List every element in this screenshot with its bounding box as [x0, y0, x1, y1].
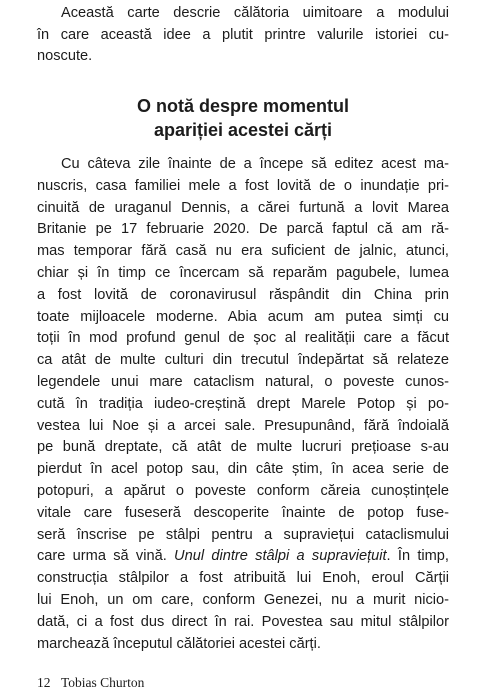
text-line: seră înscrise pe stâlpi pentru a supraviețui cataclismului [37, 526, 449, 543]
page-footer [37, 674, 144, 692]
text-line: cută în tradiția iudeo-creștină drept Marele Potop și po- [37, 395, 449, 412]
text-line: nuscris, casa familiei mele a fost lovită de o inundație pri- [37, 177, 449, 194]
heading-line-1: O notă despre momentul [136, 96, 350, 116]
text-line: ca atât de multe culturi din trecutul îndepărtat să relateze [37, 352, 449, 369]
text-run: care urma să vină. [37, 548, 167, 565]
text-line: noscute. [37, 48, 93, 65]
text-line: pe bună dreptate, că atât de multe lucruri prețioase s-au [37, 439, 449, 456]
section-heading [37, 94, 449, 142]
body-paragraph [37, 154, 449, 655]
heading-line-2: apariției acestei cărți [153, 120, 333, 140]
text-line: lui Enoh, un om care, conform Genezei, nu a murit nicio- [37, 591, 449, 608]
text-line: dată, ci a fost dus direct în rai. Povestea sau mitul stâlpilor [37, 613, 449, 630]
text-line: marchează începutul călătoriei acestei cărți. [37, 635, 321, 652]
text-line: toții în mod profund genul de șoc al realității care a făcut [37, 330, 449, 347]
text-run: . În timp, [386, 548, 449, 565]
text-line: legendele unui mare cataclism natural, o poveste cunos- [37, 373, 449, 390]
text-line-mixed [37, 546, 449, 568]
intro-paragraph [37, 3, 449, 68]
text-line: Britanie pe 17 februarie 2020. De parcă faptul că am ră- [37, 221, 449, 238]
text-line: vestea lui Noe și a arcei sale. Presupunând, fără îndoială [37, 417, 449, 434]
text-line: mas temporar fără casă nu era suficient de jalnic, atunci, [37, 243, 449, 260]
running-author: Tobias Churton [61, 675, 145, 690]
text-line: toate mijloacele moderne. Abia acum am putea simți cu [37, 308, 449, 325]
page-number: 12 [37, 675, 51, 690]
text-line: Această carte descrie călătoria uimitoare a modului [61, 5, 449, 21]
text-line: în care această idee a plutit printre valurile istoriei cu- [37, 26, 449, 43]
text-line: vitale care fuseseră descoperite înainte de potop fuse- [37, 504, 449, 521]
text-line: construcția stâlpilor a fost atribuită lui Enoh, eroul Cărții [37, 570, 449, 587]
italic-phrase: Unul dintre stâlpi a supraviețuit [174, 548, 387, 565]
text-line: a fost lovită de coronavirusul răspândit din China prin [37, 286, 449, 303]
text-line: pierdut în acel potop sau, din câte știm, în acea serie de [37, 461, 449, 478]
text-line: potopuri, a apărut o poveste conform căreia cunoștințele [37, 482, 449, 499]
text-line: Cu câteva zile înainte de a începe să editez acest ma- [61, 156, 449, 172]
text-line: chiar și în timp ce încercam să reparăm pagubele, lumea [37, 264, 449, 281]
text-line: cinuită de uraganul Dennis, a cărei furtună a lovit Marea [37, 199, 449, 216]
